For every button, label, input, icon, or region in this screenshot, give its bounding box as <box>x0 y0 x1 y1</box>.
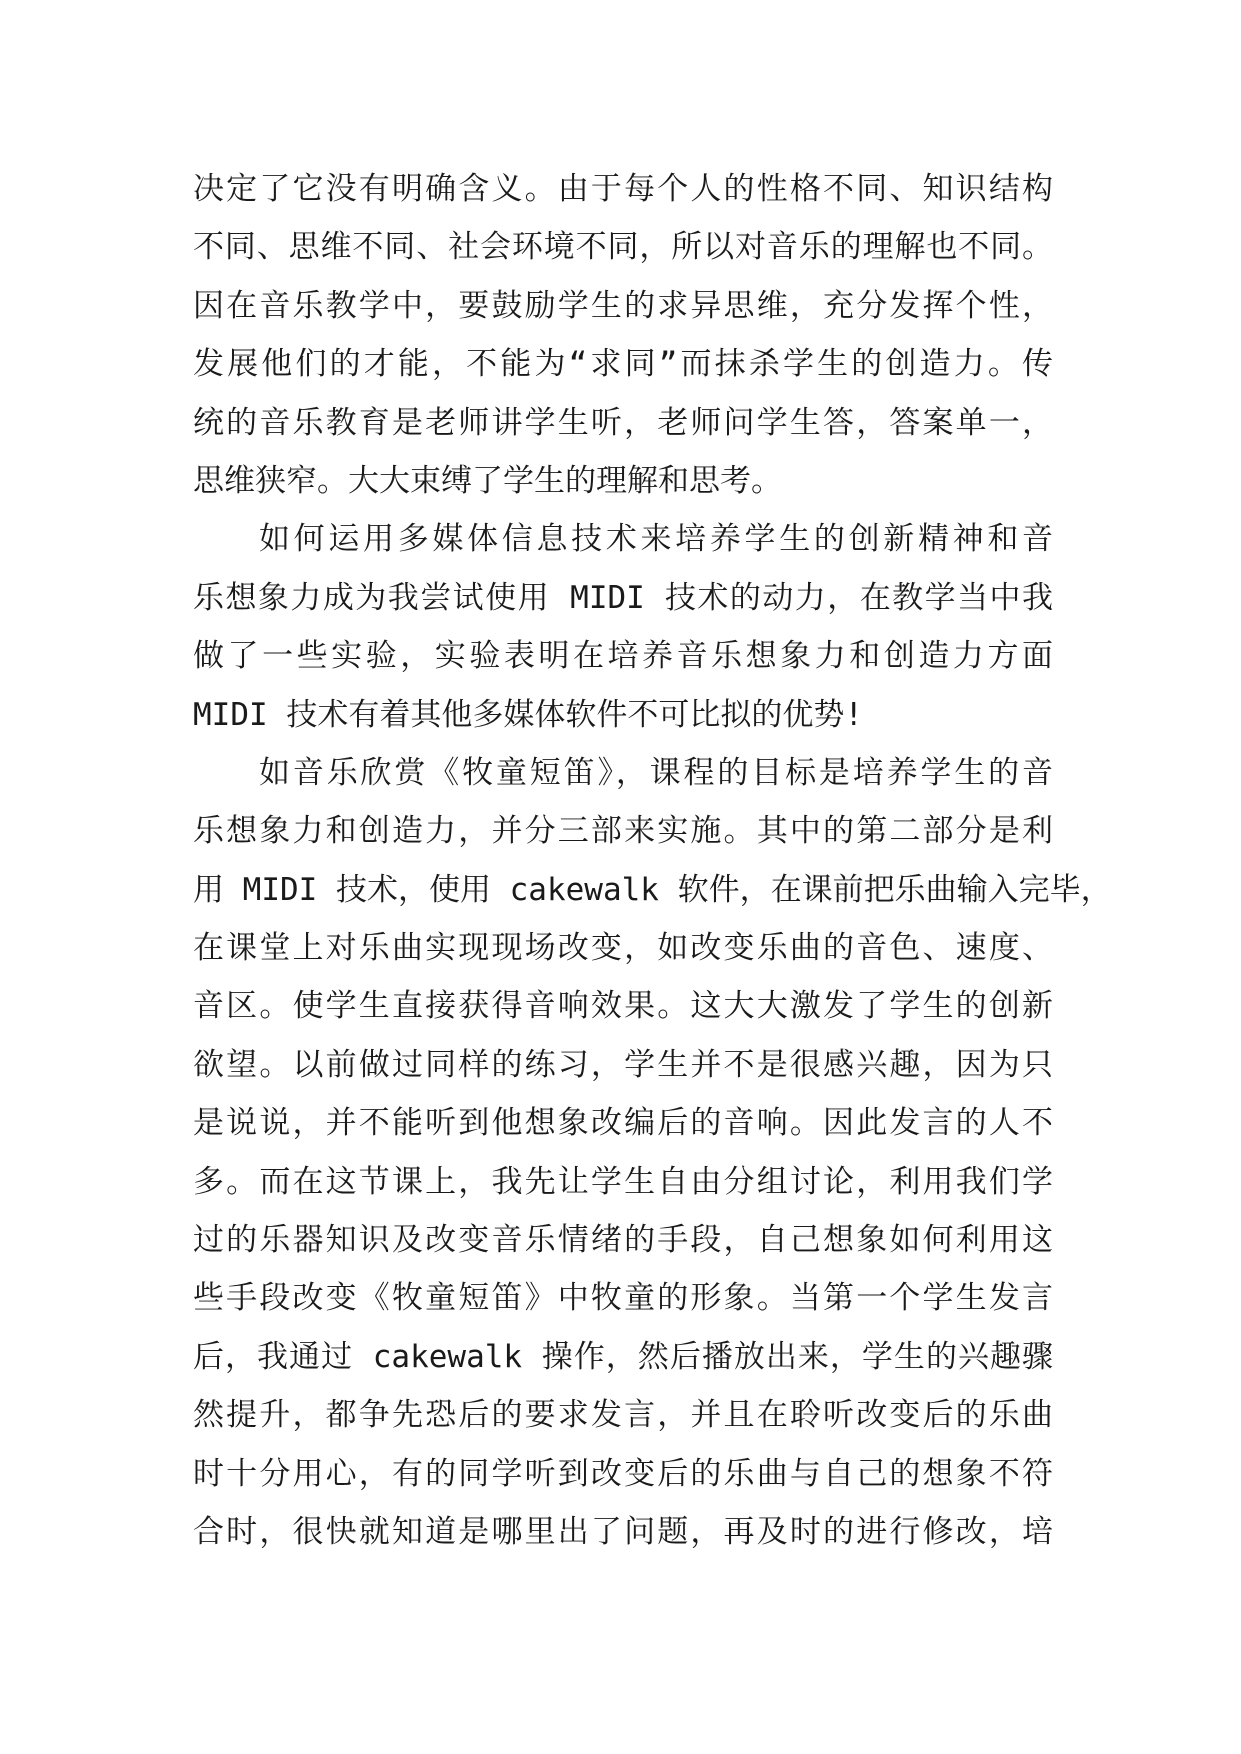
text-line: 些手段改变《牧童短笛》中牧童的形象。当第一个学生发言 <box>193 1280 1053 1317</box>
body-text <box>193 160 1112 1561</box>
text-line: 过的乐器知识及改变音乐情绪的手段，自己想象如何利用这 <box>193 1222 1053 1259</box>
text-line: 是说说，并不能听到他想象改编后的音响。因此发言的人不 <box>193 1105 1053 1142</box>
text-line: 如何运用多媒体信息技术来培养学生的创新精神和音 <box>259 521 1053 558</box>
text-line: 思维狭窄。大大束缚了学生的理解和思考。 <box>193 462 782 499</box>
text-line: MIDI 技术有着其他多媒体软件不可比拟的优势! <box>193 696 863 733</box>
text-line: 因在音乐教学中，要鼓励学生的求异思维，充分发挥个性， <box>193 287 1053 324</box>
text-line: 时十分用心，有的同学听到改变后的乐曲与自己的想象不符 <box>193 1455 1053 1492</box>
text-line: 多。而在这节课上，我先让学生自由分组讨论，利用我们学 <box>193 1163 1053 1200</box>
text-line: 欲望。以前做过同样的练习，学生并不是很感兴趣，因为只 <box>193 1046 1053 1083</box>
text-line: 如音乐欣赏《牧童短笛》，课程的目标是培养学生的音 <box>259 754 1053 791</box>
text-line: 在课堂上对乐曲实现现场改变，如改变乐曲的音色、速度、 <box>193 930 1053 967</box>
text-line: 后，我通过 cakewalk 操作，然后播放出来，学生的兴趣骤 <box>193 1338 1053 1375</box>
text-line: 不同、思维不同、社会环境不同，所以对音乐的理解也不同。 <box>193 229 1053 266</box>
text-line: 然提升，都争先恐后的要求发言，并且在聆听改变后的乐曲 <box>193 1397 1053 1434</box>
text-line: 发展他们的才能，不能为“求同”而抹杀学生的创造力。传 <box>193 346 1053 383</box>
text-line: 音区。使学生直接获得音响效果。这大大激发了学生的创新 <box>193 988 1053 1025</box>
text-line: 合时，很快就知道是哪里出了问题，再及时的进行修改，培 <box>193 1513 1053 1550</box>
text-line: 统的音乐教育是老师讲学生听，老师问学生答，答案单一， <box>193 404 1053 441</box>
text-line: 乐想象力成为我尝试使用 MIDI 技术的动力，在教学当中我 <box>193 579 1053 616</box>
text-line: 乐想象力和创造力，并分三部来实施。其中的第二部分是利 <box>193 813 1053 850</box>
text-line: 做了一些实验，实验表明在培养音乐想象力和创造力方面 <box>193 638 1053 675</box>
text-line: 用 MIDI 技术，使用 cakewalk 软件，在课前把乐曲输入完毕， <box>193 871 1112 908</box>
text-line: 决定了它没有明确含义。由于每个人的性格不同、知识结构 <box>193 171 1053 207</box>
